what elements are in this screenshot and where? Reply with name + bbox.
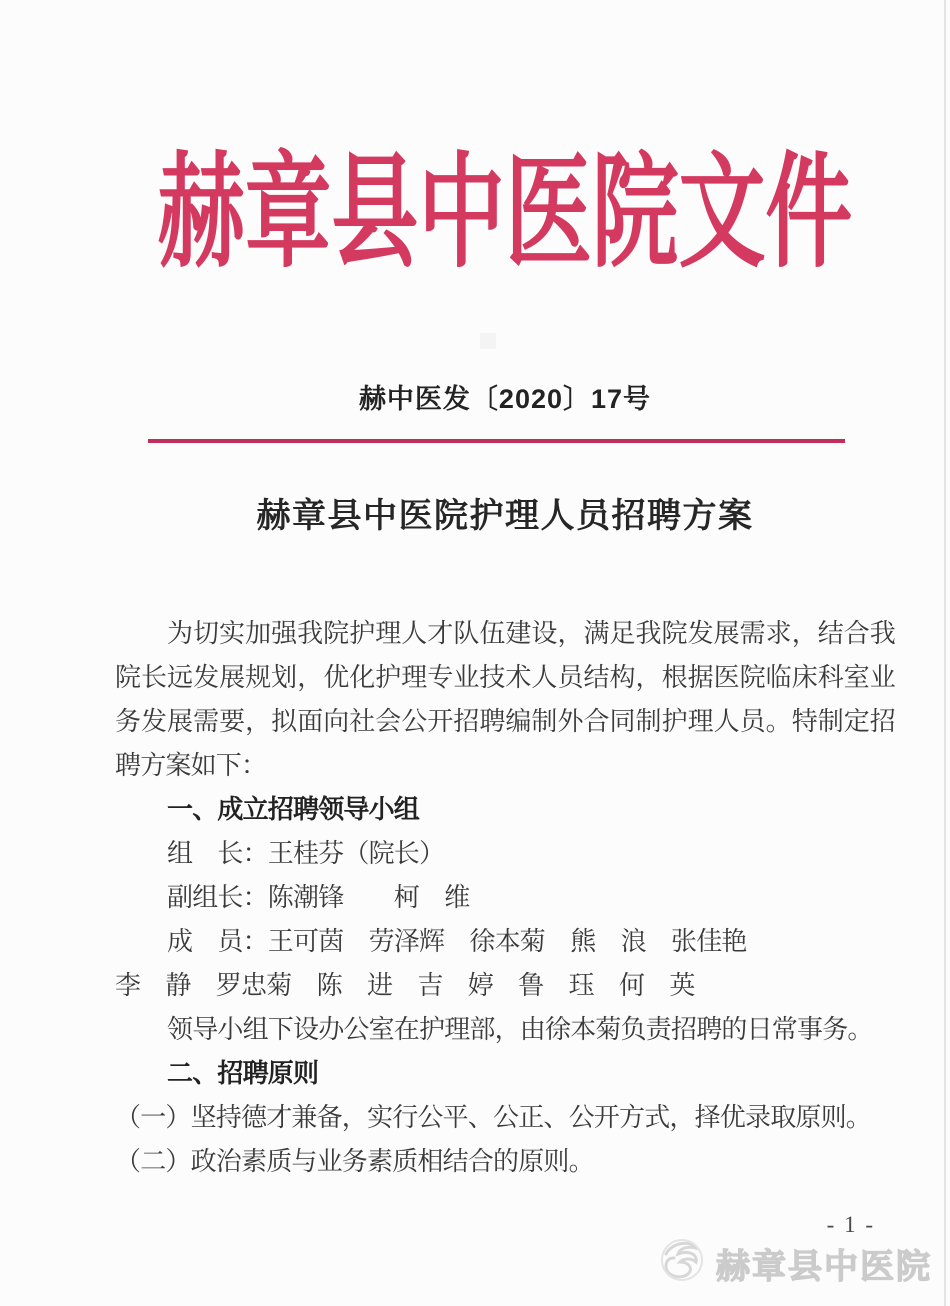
section-heading: 一、成立招聘领导小组 [167, 793, 420, 824]
document-content [115, 0, 895, 1183]
letterhead-title: 赫章县中医院文件 [157, 140, 853, 285]
body-paragraph: 副组长：陈潮锋 柯 维 [167, 881, 470, 912]
body-paragraph: 组 长：王桂芬（院长） [167, 837, 445, 868]
body-paragraph: （二）政治素质与业务素质相结合的原则。 [115, 1145, 594, 1176]
scan-edge-artifact [944, 0, 946, 1306]
body-paragraph: 为切实加强我院护理人才队伍建设，满足我院发展需求，结合我院长远发展规划，优化护理专业技术人员结构，根据医院临床科室业务发展需要，拟面向社会公开招聘编制外合同制护理人员。特制定招聘方案如下： [115, 617, 895, 780]
body-paragraph: （一）坚持德才兼备，实行公平、公正、公开方式，择优录取原则。 [115, 1101, 872, 1132]
scan-smudge-artifact [480, 333, 496, 349]
red-separator-line [148, 439, 845, 443]
watermark-text: 赫章县中医院 [716, 1247, 932, 1286]
page-number: - 1 - [826, 1212, 875, 1237]
body-paragraph: 李 静 罗忠菊 陈 进 吉 婷 鲁 珏 何 英 [115, 969, 695, 1000]
hospital-logo-icon [658, 1238, 710, 1288]
body-paragraph: 成 员：王可茵 劳泽辉 徐本菊 熊 浪 张佳艳 [167, 925, 747, 956]
letterhead [115, 0, 895, 285]
document-body [115, 611, 895, 1183]
section-heading: 二、招聘原则 [167, 1057, 319, 1088]
document-title: 赫章县中医院护理人员招聘方案 [256, 496, 754, 535]
document-number: 赫中医发〔2020〕17号 [358, 383, 652, 414]
body-paragraph: 领导小组下设办公室在护理部，由徐本菊负责招聘的日常事务。 [167, 1013, 873, 1044]
footer-watermark [658, 1238, 932, 1288]
